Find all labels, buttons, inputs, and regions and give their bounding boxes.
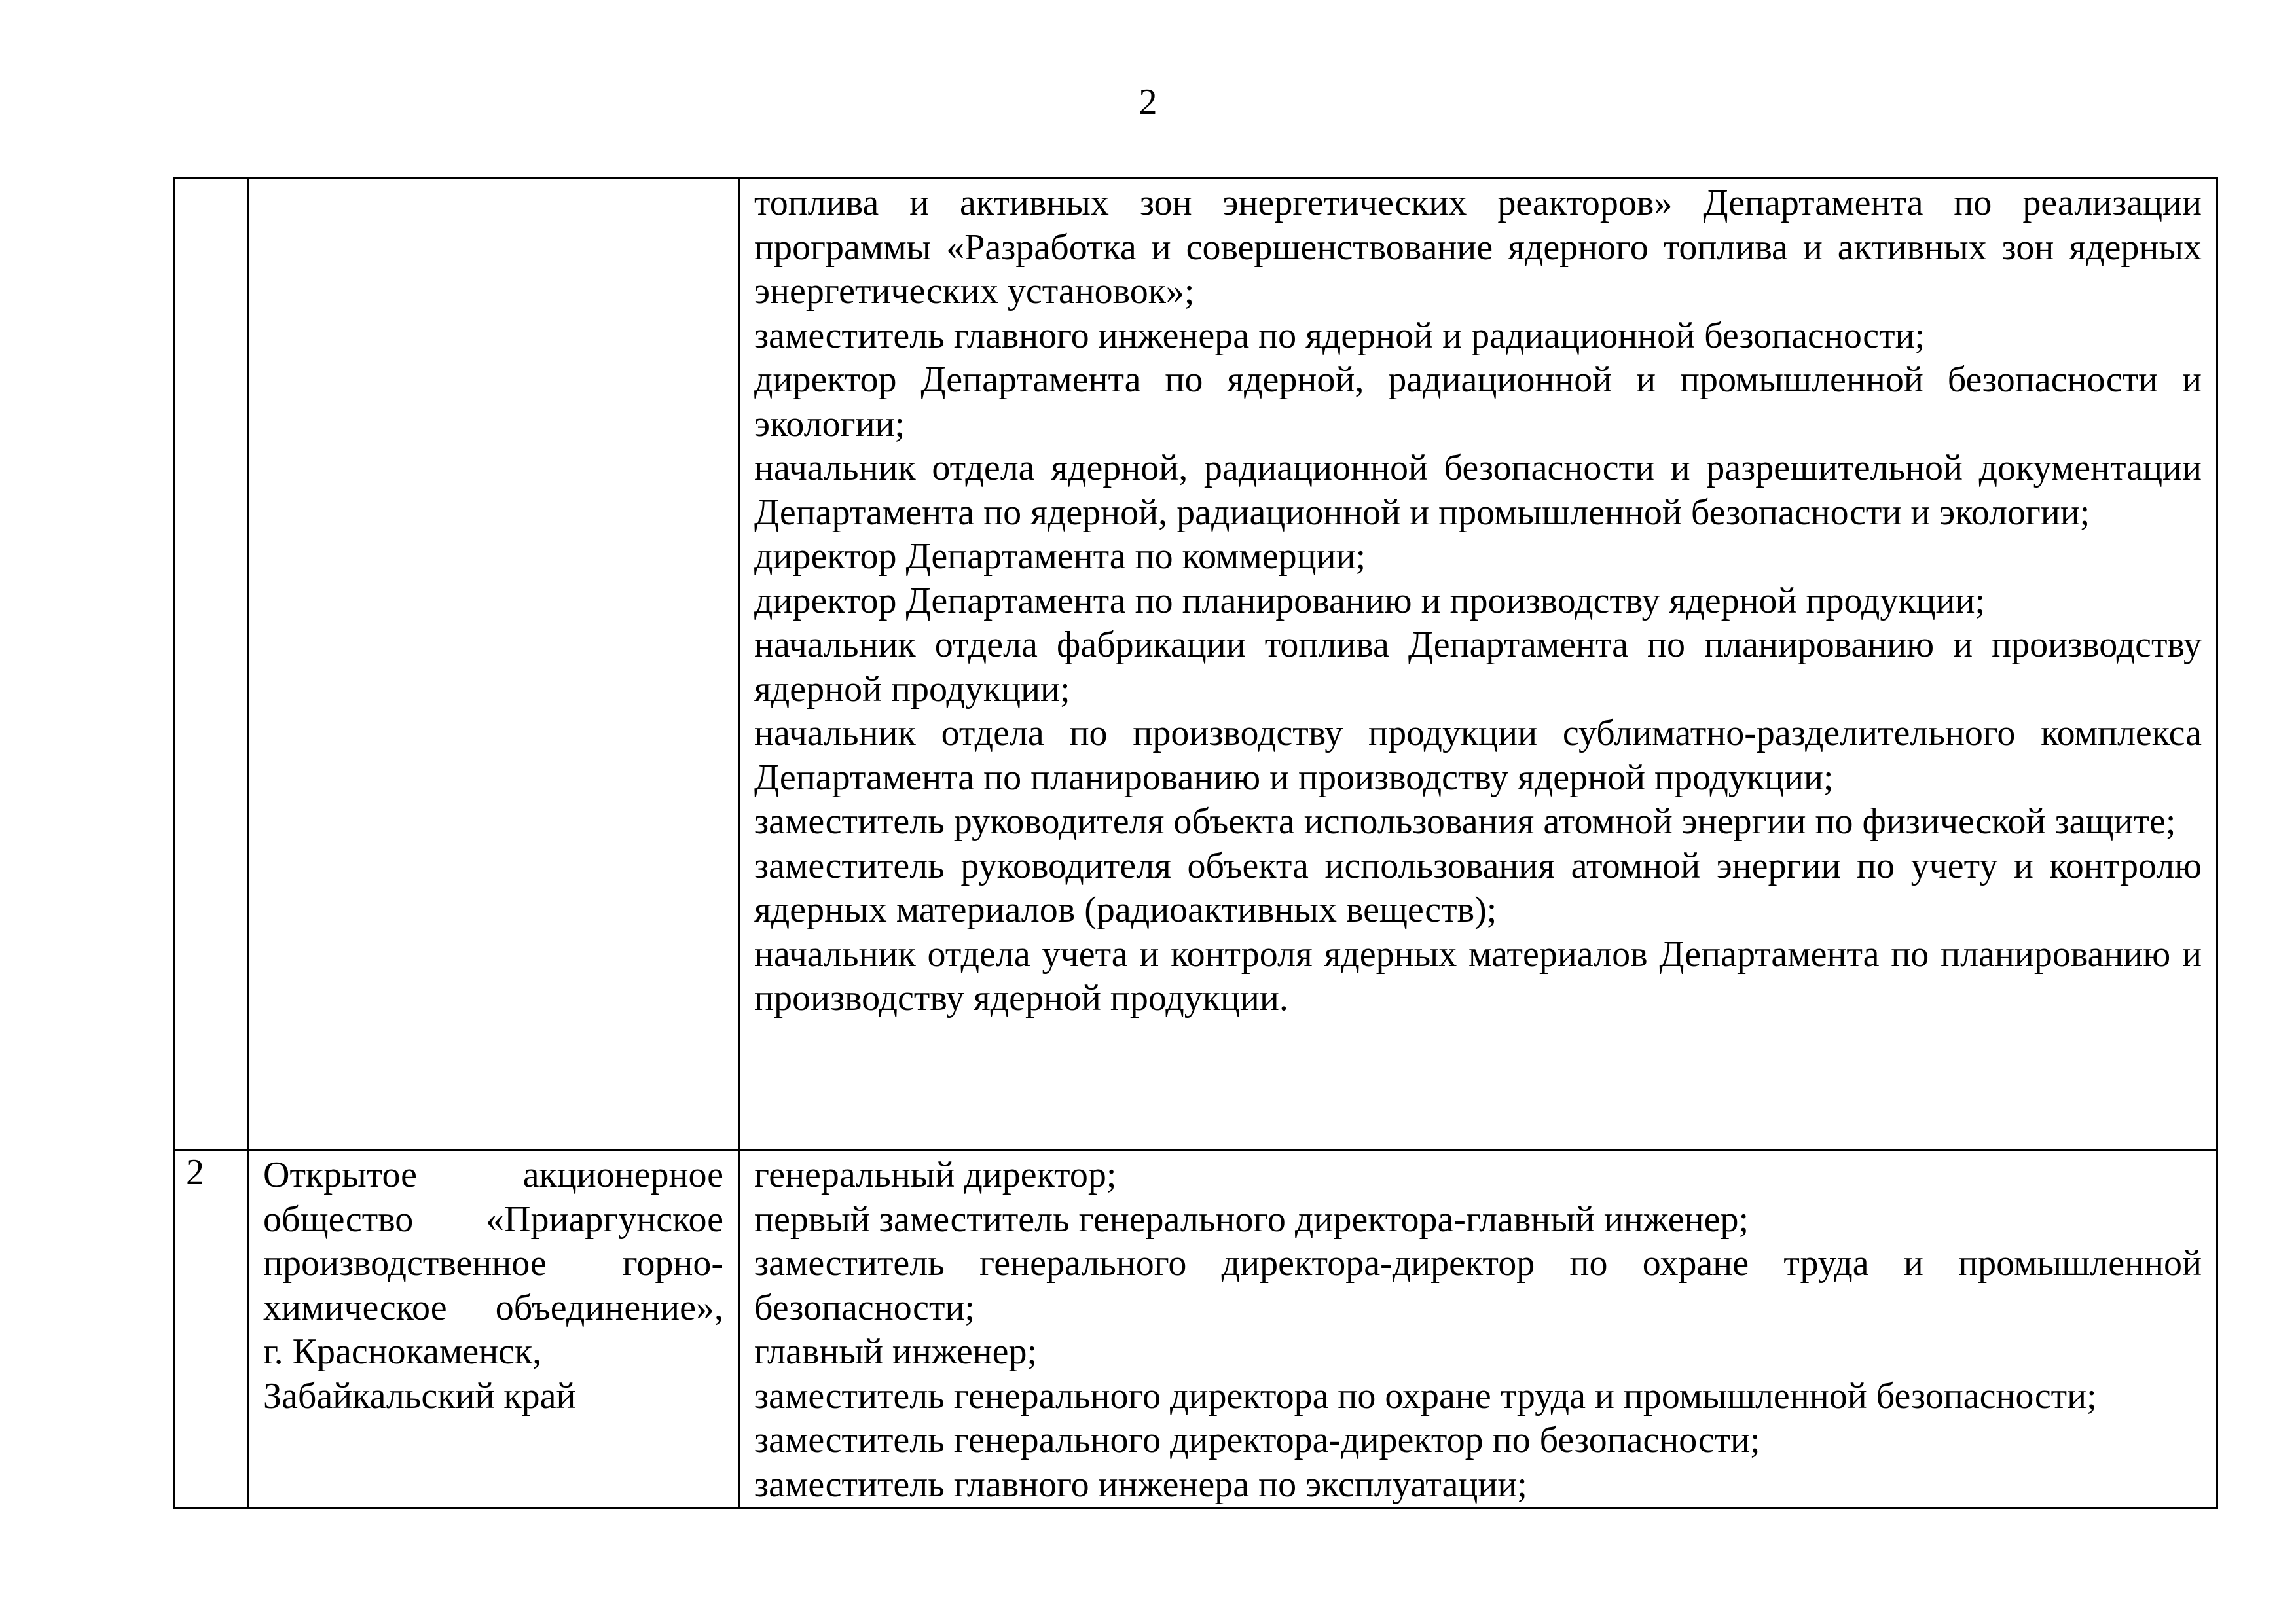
position-item: заместитель генерального директора-директор по охране труда и промышленной безопасности; xyxy=(754,1243,2202,1328)
row-number-cell xyxy=(175,178,248,1150)
position-item: главный инженер; xyxy=(754,1331,1038,1372)
page-number: 2 xyxy=(1139,82,1157,122)
position-item: директор Департамента по планированию и производству ядерной продукции; xyxy=(754,580,1986,621)
organization-cell xyxy=(248,178,739,1150)
position-item: заместитель главного инженера по ядерной и радиационной безопасности; xyxy=(754,315,1925,356)
organization-line: Открытое акционерное xyxy=(263,1155,723,1195)
position-item: начальник отдела ядерной, радиационной безопасности и разрешительной документации Департамента по ядерной, радиационной и промышленной безопасности и экологии; xyxy=(754,448,2202,533)
position-item: заместитель главного инженера по эксплуатации; xyxy=(754,1464,1527,1505)
position-item: заместитель руководителя объекта использования атомной энергии по учету и контролю ядерных материалов (радиоактивных веществ); xyxy=(754,845,2202,930)
organization-cell xyxy=(248,1150,739,1508)
position-item: начальник отдела фабрикации топлива Департамента по планированию и производству ядерной продукции; xyxy=(754,624,2202,710)
row-number-cell: 2 xyxy=(175,1150,248,1508)
position-item: заместитель генерального директора по охране труда и промышленной безопасности; xyxy=(754,1375,2097,1416)
position-item: начальник отдела по производству продукции сублиматно-разделительного комплекса Департамента по планированию и производству ядерной продукции; xyxy=(754,713,2202,798)
organization-line: химическое объединение», xyxy=(263,1287,723,1328)
position-item: директор Департамента по ядерной, радиационной и промышленной безопасности и экологии; xyxy=(754,359,2202,444)
position-item: топлива и активных зон энергетических реакторов» Департамента по реализации программы «Разработка и совершенствование ядерного топлива и активных зон ядерных энергетических установок»; xyxy=(754,183,2202,312)
position-item: первый заместитель генерального директора-главный инженер; xyxy=(754,1199,1749,1240)
organization-line: общество «Приаргунское xyxy=(263,1199,723,1240)
positions-table xyxy=(173,177,2218,1509)
position-item: заместитель генерального директора-директор по безопасности; xyxy=(754,1420,1760,1460)
organization-line: г. Краснокаменск, xyxy=(263,1331,542,1372)
positions-cell xyxy=(739,178,2217,1150)
table-row xyxy=(175,1150,2217,1508)
position-item: директор Департамента по коммерции; xyxy=(754,536,1366,577)
positions-cell xyxy=(739,1150,2217,1508)
position-item: заместитель руководителя объекта использования атомной энергии по физической защите; xyxy=(754,801,2176,842)
position-item: начальник отдела учета и контроля ядерных материалов Департамента по планированию и производству ядерной продукции. xyxy=(754,933,2202,1019)
table-row xyxy=(175,178,2217,1150)
organization-line: Забайкальский край xyxy=(263,1375,576,1416)
position-item: генеральный директор; xyxy=(754,1155,1117,1195)
organization-line: производственное горно- xyxy=(263,1243,723,1284)
